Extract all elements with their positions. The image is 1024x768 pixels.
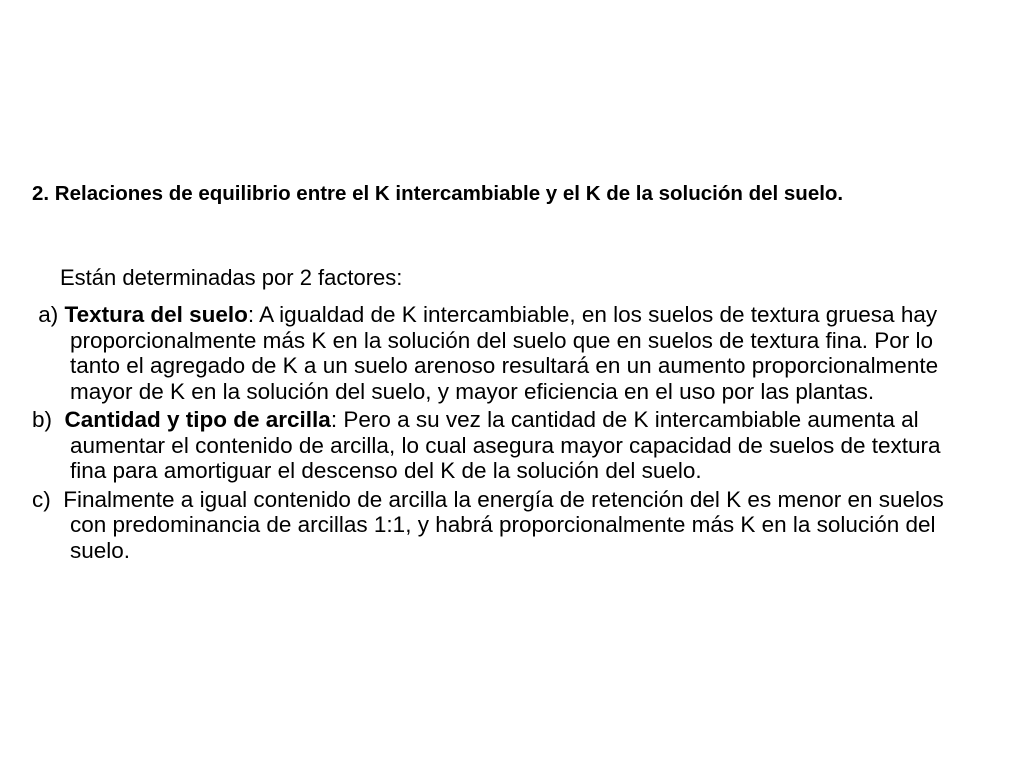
item-term: Textura del suelo	[64, 302, 248, 327]
item-text: : Pero a su vez la cantidad de K intercambiable aumenta al aumentar el contenido de arcilla, lo cual asegura mayor capacidad de suelos de textura fina para amortiguar el descenso del K de la solución del suelo.	[70, 407, 941, 483]
intro-text: Están determinadas por 2 factores:	[60, 265, 403, 290]
factor-list	[32, 302, 962, 566]
slide-heading: 2. Relaciones de equilibrio entre el K intercambiable y el K de la solución del suelo.	[32, 182, 844, 205]
list-item-c	[32, 487, 962, 564]
item-marker: a)	[32, 302, 65, 327]
item-text: : A igualdad de K intercambiable, en los suelos de textura gruesa hay proporcionalmente más K en la solución del suelo que en suelos de textura fina. Por lo tanto el agregado de K a un suelo arenoso resultará en un aumento proporcionalmente mayor de K en la solución del suelo, y mayor eficiencia en el uso por las plantas.	[70, 302, 939, 404]
item-marker: c)	[32, 486, 64, 512]
item-term: Cantidad y tipo de arcilla	[64, 407, 331, 432]
item-marker: b)	[32, 407, 65, 432]
item-text: Finalmente a igual contenido de arcilla la energía de retención del K es menor en suelos con predominancia de arcillas 1:1, y habrá proporcionalmente más K en la solución del suelo.	[63, 486, 944, 563]
list-item-a	[32, 302, 962, 404]
list-item-b	[32, 407, 962, 484]
